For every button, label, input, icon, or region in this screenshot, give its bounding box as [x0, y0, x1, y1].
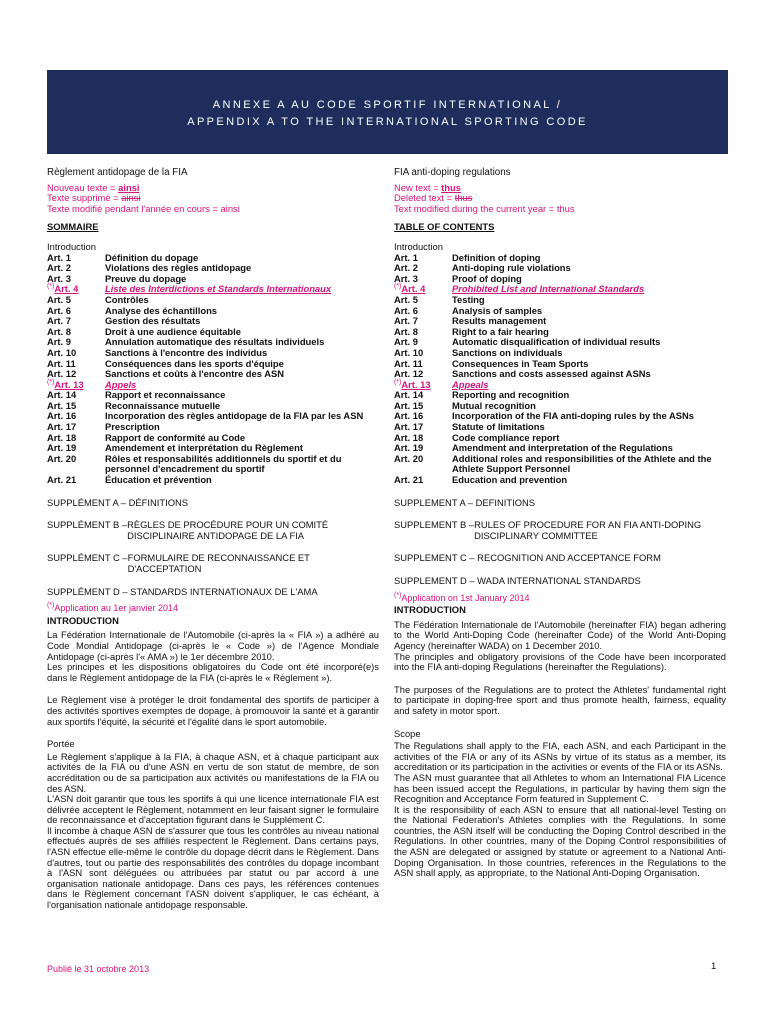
toc-article-number: Art. 11: [47, 357, 76, 369]
toc-article-number: (*)Art. 13: [394, 378, 431, 390]
toc-article-title: Incorporation des règles antidopage de la FIA par les ASN: [105, 410, 364, 422]
table-of-contents: [47, 253, 379, 486]
toc-article-number: Art. 3: [47, 272, 71, 284]
toc-entry: [47, 475, 379, 486]
toc-article-title: Automatic disqualification of individual results: [452, 336, 661, 348]
toc-article-title: Appels: [105, 378, 137, 390]
legend-modified: Text modified during the current year = thus: [394, 202, 575, 214]
toc-article-number: Art. 15: [47, 399, 77, 411]
toc-entry: [394, 306, 726, 317]
toc-article-title: Anti-doping rule violations: [452, 262, 571, 274]
toc-entry: [394, 422, 726, 433]
toc-article-number: Art. 18: [47, 431, 77, 443]
toc-article-title: Sanctions à l'encontre des individus: [105, 346, 268, 358]
toc-article-title: Rapport de conformité au Code: [105, 431, 246, 443]
application-note: (*)Application on 1st January 2014: [394, 591, 530, 603]
toc-entry: [47, 369, 379, 380]
toc-entry: [394, 454, 726, 475]
toc-article-number: Art. 1: [47, 251, 71, 263]
application-note: (*)Application au 1er janvier 2014: [47, 602, 178, 614]
toc-article-title: Proof of doping: [452, 272, 522, 284]
publication-date: Publié le 31 octobre 2013: [47, 964, 150, 974]
legend: [394, 183, 726, 215]
summary-heading: TABLE OF CONTENTS: [394, 221, 495, 233]
toc-article-title: Amendment and interpretation of the Regulations: [452, 442, 673, 454]
title-banner: [47, 70, 728, 154]
scope-paragraph: The Regulations shall apply to the FIA, each ASN, and each Participant in the activities of the FIA or any of its ASNs by virtue of its status as a member, its accreditation or its participation in the activities or events of the FIA or its ASNs.: [394, 740, 726, 773]
intro-paragraph: The purposes of the Regulations are to protect the Athletes' fundamental right to participate in doping-free sport and thus promote health, fairness, equality and safety in motor sport.: [394, 683, 726, 716]
toc-article-number: Art. 10: [394, 346, 424, 358]
intro-paragraph: Les principes et les dispositions obligatoires du Code ont été incorporé(e)s dans le Règlement antidopage de la FIA (ci-après le « Règlement »).: [47, 661, 379, 683]
toc-article-number: Art. 16: [47, 410, 77, 422]
supplement-d: SUPPLÉMENT D – STANDARDS INTERNATIONAUX DE L'AMA: [47, 585, 318, 597]
english-column: [394, 168, 726, 879]
toc-article-number: Art. 5: [394, 293, 418, 305]
toc-article-number: Art. 9: [47, 336, 71, 348]
toc-intro: Introduction: [47, 240, 96, 252]
supplement-b: SUPPLÉMENT B – RÈGLES DE PROCÉDURE POUR UN COMITÉ DISCIPLINAIRE ANTIDOPAGE DE LA FIA: [47, 519, 329, 541]
page-number: 1: [711, 961, 717, 972]
toc-article-title: Code compliance report: [452, 431, 560, 443]
toc-article-number: Art. 7: [394, 315, 418, 327]
toc-article-title: Conséquences dans les sports d'équipe: [105, 357, 284, 369]
toc-article-title: Contrôles: [105, 293, 149, 305]
toc-entry: [394, 475, 726, 486]
scope-heading: Portée: [47, 738, 75, 750]
toc-article-number: Art. 7: [47, 315, 71, 327]
toc-article-title: Reporting and recognition: [452, 389, 570, 401]
toc-article-title: Éducation et prévention: [105, 474, 212, 486]
toc-article-number: Art. 12: [47, 368, 77, 380]
summary-heading: SOMMAIRE: [47, 221, 99, 233]
toc-article-title: Amendement et interprétation du Règlement: [105, 442, 303, 454]
toc-article-number: Art. 8: [47, 325, 71, 337]
legend-new: New text = thus: [394, 181, 461, 193]
toc-article-number: Art. 14: [47, 389, 77, 401]
toc-entry: [394, 348, 726, 359]
scope-paragraph: Le Règlement s'applique à la FIA, à chaque ASN, et à chaque participant aux activités de la FIA ou d'une ASN en vertu de son statut de membre, de son accréditation ou de sa participation aux activités ou manifestations de la FIA ou des ASN.: [47, 750, 379, 794]
intro-paragraph: La Fédération Internationale de l'Automobile (ci-après la « FIA ») a adhéré au Code Mondial Antidopage (ci-après le « Code ») de l'Agence Mondiale Antidopage (ci-après l'« AMA ») le 1er décembre 2010.: [47, 629, 379, 662]
toc-article-number: Art. 6: [394, 304, 418, 316]
toc-article-title: Prescription: [105, 421, 160, 433]
toc-article-title: Right to a fair hearing: [452, 325, 549, 337]
toc-entry: [394, 411, 726, 422]
toc-article-title: Mutual recognition: [452, 399, 536, 411]
toc-article-number: Art. 11: [394, 357, 423, 369]
toc-article-title: Rôles et responsabilités additionnels du sportif et du personnel d'encadrement du sportif: [105, 452, 342, 475]
legend-modified: Texte modifié pendant l'année en cours = ainsi: [47, 202, 240, 214]
toc-article-number: Art. 20: [47, 452, 77, 464]
toc-article-number: Art. 21: [47, 474, 77, 486]
toc-article-number: Art. 2: [394, 262, 418, 274]
toc-article-number: Art. 6: [47, 304, 71, 316]
supplement-c: SUPPLÉMENT C – FORMULAIRE DE RECONNAISSANCE ET D'ACCEPTATION: [47, 552, 310, 574]
intro-paragraph: The principles and obligatory provisions of the Code have been incorporated into the FIA anti-doping Regulations (hereinafter the Regulations).: [394, 650, 726, 673]
toc-article-number: Art. 9: [394, 336, 418, 348]
toc-article-title: Droit à une audience équitable: [105, 325, 241, 337]
introduction-heading: INTRODUCTION: [394, 604, 466, 616]
toc-entry: [394, 316, 726, 327]
toc-entry: [394, 263, 726, 274]
toc-entry: [47, 284, 379, 295]
toc-entry: [47, 348, 379, 359]
toc-article-number: Art. 2: [47, 262, 71, 274]
toc-article-number: Art. 19: [394, 442, 424, 454]
toc-article-title: Définition du dopage: [105, 251, 199, 263]
intro-paragraph: Le Règlement vise à protéger le droit fondamental des sportifs de participer à des activités sportives exemptes de dopage, à promouvoir la santé et à garantir aux sportifs l'équité, la sécurité et l'égalité dans le sport automobile.: [47, 694, 379, 727]
toc-article-number: Art. 18: [394, 431, 424, 443]
toc-article-title: Gestion des résultats: [105, 315, 201, 327]
legend-new: Nouveau texte = ainsi: [47, 181, 140, 193]
toc-article-number: Art. 14: [394, 389, 424, 401]
toc-article-title: Liste des Interdictions et Standards Internationaux: [105, 283, 332, 295]
scope-paragraph: The ASN must guarantee that all Athletes to whom an International FIA Licence has been issued accept the Regulations, in particular by having them sign the Recognition and Acceptance Form featured in Supplement C.: [394, 771, 726, 805]
legend: [47, 183, 379, 215]
toc-article-number: Art. 1: [394, 251, 418, 263]
column-title: FIA anti-doping regulations: [394, 167, 511, 178]
toc-article-title: Results management: [452, 315, 547, 327]
toc-article-number: Art. 17: [47, 421, 77, 433]
toc-article-number: Art. 15: [394, 399, 424, 411]
table-of-contents: [394, 253, 726, 486]
column-title: Règlement antidopage de la FIA: [47, 167, 188, 178]
toc-article-title: Education and prevention: [452, 474, 568, 486]
banner-title-en: APPENDIX A TO THE INTERNATIONAL SPORTING CODE: [187, 116, 588, 128]
legend-deleted: Texte supprimé = ainsi: [47, 192, 141, 204]
toc-article-title: Reconnaissance mutuelle: [105, 399, 221, 411]
toc-article-title: Rapport et reconnaissance: [105, 389, 226, 401]
toc-entry: [47, 306, 379, 317]
toc-article-number: Art. 12: [394, 368, 424, 380]
toc-article-title: Appeals: [452, 378, 489, 390]
toc-article-number: (*)Art. 13: [47, 378, 84, 390]
toc-article-title: Sanctions and costs assessed against ASNs: [452, 368, 651, 380]
toc-article-title: Sanctions et coûts à l'encontre des ASN: [105, 368, 285, 380]
toc-article-number: (*)Art. 4: [47, 283, 79, 295]
supplement-a: SUPPLÉMENT A – DÉFINITIONS: [47, 496, 189, 508]
toc-article-number: Art. 5: [47, 293, 71, 305]
supplement-a: SUPPLEMENT A – DEFINITIONS: [394, 496, 536, 508]
toc-entry: [394, 284, 726, 295]
toc-article-number: Art. 16: [394, 410, 424, 422]
supplement-c: SUPPLEMENT C – RECOGNITION AND ACCEPTANCE FORM: [394, 552, 661, 564]
toc-entry: [47, 263, 379, 274]
intro-paragraph: The Fédération Internationale de l'Automobile (hereinafter FIA) began adhering to the World Anti-Doping Code (hereinafter Code) of the World Anti-Doping Agency (hereinafter WADA) on 1 December 2010.: [394, 618, 726, 651]
scope-paragraph: Il incombe à chaque ASN de s'assurer que tous les contrôles au niveau national effectués auprès de ses affiliés respectent le Règlement. Dans certains pays, l'ASN effectue elle-même le contrôle du dopage décrit dans le Règlement. Dans d'autres, tout ou partie des responsabilités des contrôles du dopage incombant à l'ASN sont déléguées ou attribuées par statut ou par accord à une organisation nationale antidopage. Dans ces pays, les références contenues dans le Règlement concernant l'ASN doivent s'appliquer, le cas échéant, à l'organisation nationale antidopage responsable.: [47, 824, 379, 911]
supplement-b: SUPPLEMENT B – RULES OF PROCEDURE FOR AN FIA ANTI-DOPING DISCIPLINARY COMMITTEE: [394, 519, 702, 541]
toc-intro: Introduction: [394, 240, 443, 252]
toc-article-title: Violations des règles antidopage: [105, 262, 252, 274]
toc-article-title: Definition of doping: [452, 251, 541, 263]
toc-entry: [394, 369, 726, 380]
toc-article-title: Annulation automatique des résultats individuels: [105, 336, 325, 348]
toc-article-number: Art. 21: [394, 474, 424, 486]
scope-paragraph: L'ASN doit garantir que tous les sportifs à qui une licence internationale FIA est délivrée acceptent le Règlement, notamment en leur faisant signer le formulaire de reconnaissance et d'acceptation figurant dans le Supplément C.: [47, 793, 379, 826]
supplement-d: SUPPLEMENT D – WADA INTERNATIONAL STANDARDS: [394, 575, 641, 586]
toc-article-title: Analyse des échantillons: [105, 304, 218, 316]
toc-article-title: Incorporation of the FIA anti-doping rules by the ASNs: [452, 410, 695, 422]
toc-entry: [394, 390, 726, 401]
toc-entry: [47, 411, 379, 422]
toc-article-title: Preuve du dopage: [105, 272, 187, 284]
scope-paragraph: It is the responsibility of each ASN to ensure that all national-level Testing on the National Federation's Athletes complies with the Regulations. In some countries, the ASN itself will be conducting the Doping Control described in the Regulations. In other countries, many of the Doping Control responsibilities of the ASN are delegated or assigned by statute or agreement to a National Anti-Doping Organisation. In those countries, references in the Regulations to the ASN shall apply, as appropriate, to the National Anti-Doping Organisation.: [394, 803, 726, 879]
legend-deleted: Deleted text = thus: [394, 192, 473, 204]
introduction-heading: INTRODUCTION: [47, 614, 119, 626]
banner-title-fr: ANNEXE A AU CODE SPORTIF INTERNATIONAL /: [212, 99, 563, 111]
toc-entry: [47, 295, 379, 306]
toc-entry: [394, 295, 726, 306]
toc-article-number: Art. 20: [394, 452, 424, 464]
toc-article-number: Art. 8: [394, 325, 418, 337]
toc-article-title: Testing: [452, 293, 485, 305]
toc-article-title: Consequences in Team Sports: [452, 357, 589, 369]
toc-article-number: Art. 3: [394, 272, 418, 284]
toc-article-title: Statute of limitations: [452, 421, 545, 433]
toc-article-title: Additional roles and responsibilities of the Athlete and the Athlete Support Personnel: [452, 452, 712, 475]
toc-article-number: (*)Art. 4: [394, 283, 426, 295]
toc-article-title: Analysis of samples: [452, 304, 543, 316]
toc-article-title: Prohibited List and International Standards: [452, 283, 645, 295]
toc-article-number: Art. 17: [394, 421, 424, 433]
toc-article-title: Sanctions on individuals: [452, 346, 563, 358]
toc-article-number: Art. 19: [47, 442, 77, 454]
french-column: [47, 168, 379, 911]
toc-entry: [47, 454, 379, 475]
toc-article-number: Art. 10: [47, 346, 77, 358]
scope-heading: Scope: [394, 727, 421, 739]
